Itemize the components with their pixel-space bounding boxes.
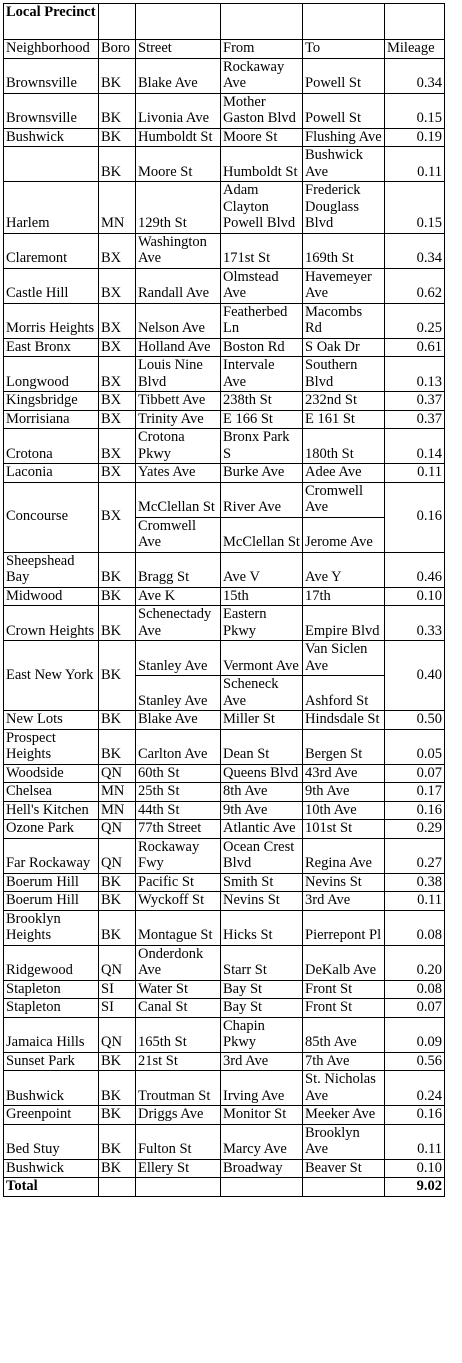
table-row (4, 429, 445, 464)
cell-neighborhood: Crotona (4, 429, 99, 464)
cell-neighborhood: Longwood (4, 357, 99, 392)
table-row (4, 711, 445, 730)
table-row (4, 729, 445, 764)
table-row (4, 1052, 445, 1071)
cell-from: Bronx Park S (221, 429, 303, 464)
header-boro: Boro (99, 40, 136, 59)
cell-from: Moore St (221, 128, 303, 147)
cell-from: Monitor St (221, 1106, 303, 1125)
cell-to: Nevins St (303, 873, 385, 892)
table-row (4, 641, 445, 676)
cell-from: Chapin Pkwy (221, 1017, 303, 1052)
cell-neighborhood: Morrisiana (4, 410, 99, 429)
header-neighborhood: Neighborhood (4, 40, 99, 59)
cell-neighborhood: Morris Heights (4, 303, 99, 338)
cell-street: Nelson Ave (136, 303, 221, 338)
cell-neighborhood: Hell's Kitchen (4, 801, 99, 820)
cell-to: 232nd St (303, 392, 385, 411)
empty-cell (221, 1178, 303, 1197)
cell-mileage: 0.37 (385, 392, 445, 411)
cell-boro: MN (99, 182, 136, 234)
cell-neighborhood: Woodside (4, 764, 99, 783)
cell-mileage: 0.09 (385, 1017, 445, 1052)
cell-street: Moore St (136, 147, 221, 182)
cell-boro: BK (99, 552, 136, 587)
cell-street: Stanley Ave (136, 641, 221, 676)
cell-to: Bergen St (303, 729, 385, 764)
cell-mileage: 0.25 (385, 303, 445, 338)
cell-boro: SI (99, 980, 136, 999)
cell-neighborhood: Crown Heights (4, 606, 99, 641)
cell-boro: BX (99, 268, 136, 303)
cell-to: Brooklyn Ave (303, 1124, 385, 1159)
header-from: From (221, 40, 303, 59)
cell-street: Water St (136, 980, 221, 999)
cell-mileage: 0.37 (385, 410, 445, 429)
cell-neighborhood: Castle Hill (4, 268, 99, 303)
cell-boro: MN (99, 801, 136, 820)
table-row (4, 980, 445, 999)
table-row (4, 764, 445, 783)
cell-from: Adam Clayton Powell Blvd (221, 182, 303, 234)
cell-boro: BX (99, 303, 136, 338)
cell-from: Scheneck Ave (221, 676, 303, 711)
cell-from: 238th St (221, 392, 303, 411)
cell-to: 85th Ave (303, 1017, 385, 1052)
table-row (4, 464, 445, 483)
precinct-street-table (3, 3, 445, 1197)
cell-mileage: 0.15 (385, 182, 445, 234)
total-label: Total (4, 1178, 99, 1197)
cell-from: Starr St (221, 945, 303, 980)
cell-from: 15th (221, 587, 303, 606)
cell-neighborhood: Bushwick (4, 1071, 99, 1106)
cell-neighborhood: Far Rockaway (4, 838, 99, 873)
cell-from: Ave V (221, 552, 303, 587)
cell-street: Troutman St (136, 1071, 221, 1106)
cell-boro: BK (99, 147, 136, 182)
cell-to: Empire Blvd (303, 606, 385, 641)
cell-mileage: 0.13 (385, 357, 445, 392)
cell-neighborhood: Chelsea (4, 783, 99, 802)
cell-mileage: 0.07 (385, 999, 445, 1018)
cell-street: Montague St (136, 910, 221, 945)
cell-mileage: 0.10 (385, 587, 445, 606)
cell-from: Vermont Ave (221, 641, 303, 676)
table-row (4, 552, 445, 587)
cell-street: Stanley Ave (136, 676, 221, 711)
cell-to: DeKalb Ave (303, 945, 385, 980)
cell-neighborhood: Concourse (4, 482, 99, 552)
cell-to: Ave Y (303, 552, 385, 587)
cell-neighborhood: Sheepshead Bay (4, 552, 99, 587)
cell-neighborhood: Kingsbridge (4, 392, 99, 411)
header-street: Street (136, 40, 221, 59)
cell-neighborhood: Sunset Park (4, 1052, 99, 1071)
cell-mileage: 0.34 (385, 58, 445, 93)
cell-mileage: 0.27 (385, 838, 445, 873)
table-row (4, 838, 445, 873)
cell-mileage: 0.08 (385, 980, 445, 999)
empty-cell (385, 4, 445, 40)
cell-street: Ave K (136, 587, 221, 606)
cell-boro: BK (99, 641, 136, 711)
cell-to: 9th Ave (303, 783, 385, 802)
table-row (4, 482, 445, 517)
empty-cell (136, 1178, 221, 1197)
cell-boro: BX (99, 482, 136, 552)
table-row (4, 1017, 445, 1052)
table-title: Local Precinct (4, 4, 99, 40)
cell-boro: QN (99, 764, 136, 783)
cell-boro: BK (99, 711, 136, 730)
cell-to: E 161 St (303, 410, 385, 429)
table-row (4, 1124, 445, 1159)
cell-to: Cromwell Ave (303, 482, 385, 517)
cell-boro: BK (99, 128, 136, 147)
cell-street: Ellery St (136, 1159, 221, 1178)
cell-neighborhood: Brownsville (4, 58, 99, 93)
cell-street: 77th Street (136, 820, 221, 839)
total-mileage: 9.02 (385, 1178, 445, 1197)
cell-to: 180th St (303, 429, 385, 464)
cell-to: 169th St (303, 233, 385, 268)
cell-to: Powell St (303, 58, 385, 93)
cell-neighborhood: Brooklyn Heights (4, 910, 99, 945)
cell-street: Tibbett Ave (136, 392, 221, 411)
cell-from: Olmstead Ave (221, 268, 303, 303)
cell-to: St. Nicholas Ave (303, 1071, 385, 1106)
cell-mileage: 0.46 (385, 552, 445, 587)
cell-mileage: 0.19 (385, 128, 445, 147)
cell-from: Irving Ave (221, 1071, 303, 1106)
table-row (4, 892, 445, 911)
cell-from: 3rd Ave (221, 1052, 303, 1071)
cell-neighborhood: Ozone Park (4, 820, 99, 839)
cell-to: 101st St (303, 820, 385, 839)
cell-neighborhood: Stapleton (4, 980, 99, 999)
cell-mileage: 0.62 (385, 268, 445, 303)
table-row (4, 338, 445, 357)
cell-to: Front St (303, 999, 385, 1018)
header-row (4, 40, 445, 59)
cell-neighborhood: New Lots (4, 711, 99, 730)
cell-to: Hindsdale St (303, 711, 385, 730)
cell-mileage: 0.10 (385, 1159, 445, 1178)
cell-to: Meeker Ave (303, 1106, 385, 1125)
precinct-table-container (3, 3, 445, 1197)
cell-mileage: 0.16 (385, 482, 445, 552)
header-to: To (303, 40, 385, 59)
cell-neighborhood: Midwood (4, 587, 99, 606)
cell-street: Schenectady Ave (136, 606, 221, 641)
cell-street: Holland Ave (136, 338, 221, 357)
cell-from: E 166 St (221, 410, 303, 429)
empty-cell (303, 4, 385, 40)
table-row (4, 587, 445, 606)
cell-boro: BK (99, 93, 136, 128)
table-row (4, 392, 445, 411)
cell-from: 8th Ave (221, 783, 303, 802)
cell-to: Ashford St (303, 676, 385, 711)
cell-street: 44th St (136, 801, 221, 820)
empty-cell (221, 4, 303, 40)
table-row (4, 233, 445, 268)
cell-neighborhood: Boerum Hill (4, 873, 99, 892)
cell-from: Bay St (221, 980, 303, 999)
cell-mileage: 0.38 (385, 873, 445, 892)
cell-mileage: 0.11 (385, 464, 445, 483)
cell-boro: QN (99, 820, 136, 839)
cell-from: Eastern Pkwy (221, 606, 303, 641)
table-row (4, 410, 445, 429)
cell-mileage: 0.61 (385, 338, 445, 357)
cell-street: Trinity Ave (136, 410, 221, 429)
header-mileage: Mileage (385, 40, 445, 59)
cell-mileage: 0.11 (385, 147, 445, 182)
cell-to: 7th Ave (303, 1052, 385, 1071)
cell-to: Flushing Ave (303, 128, 385, 147)
cell-from: Featherbed Ln (221, 303, 303, 338)
cell-street: Blake Ave (136, 711, 221, 730)
cell-mileage: 0.08 (385, 910, 445, 945)
cell-to: Jerome Ave (303, 517, 385, 552)
cell-mileage: 0.17 (385, 783, 445, 802)
cell-neighborhood (4, 147, 99, 182)
cell-from: McClellan St (221, 517, 303, 552)
cell-boro: BK (99, 1052, 136, 1071)
cell-boro: QN (99, 945, 136, 980)
cell-from: 9th Ave (221, 801, 303, 820)
cell-from: 171st St (221, 233, 303, 268)
cell-from: Burke Ave (221, 464, 303, 483)
cell-street: 165th St (136, 1017, 221, 1052)
cell-boro: BK (99, 1071, 136, 1106)
cell-street: Wyckoff St (136, 892, 221, 911)
cell-from: Intervale Ave (221, 357, 303, 392)
cell-mileage: 0.24 (385, 1071, 445, 1106)
table-row (4, 147, 445, 182)
table-row (4, 910, 445, 945)
cell-boro: BX (99, 429, 136, 464)
cell-to: Pierrepont Pl (303, 910, 385, 945)
cell-to: 43rd Ave (303, 764, 385, 783)
total-row (4, 1178, 445, 1197)
cell-to: Bushwick Ave (303, 147, 385, 182)
cell-boro: BK (99, 892, 136, 911)
cell-boro: BK (99, 1159, 136, 1178)
cell-neighborhood: Boerum Hill (4, 892, 99, 911)
cell-mileage: 0.15 (385, 93, 445, 128)
cell-mileage: 0.33 (385, 606, 445, 641)
cell-mileage: 0.07 (385, 764, 445, 783)
cell-to: Regina Ave (303, 838, 385, 873)
cell-to: Frederick Douglass Blvd (303, 182, 385, 234)
cell-mileage: 0.34 (385, 233, 445, 268)
cell-boro: QN (99, 1017, 136, 1052)
cell-neighborhood: Bed Stuy (4, 1124, 99, 1159)
cell-street: Driggs Ave (136, 1106, 221, 1125)
table-row (4, 820, 445, 839)
cell-to: Adee Ave (303, 464, 385, 483)
cell-neighborhood: East New York (4, 641, 99, 711)
cell-to: Havemeyer Ave (303, 268, 385, 303)
cell-to: Powell St (303, 93, 385, 128)
cell-from: Rockaway Ave (221, 58, 303, 93)
cell-from: Boston Rd (221, 338, 303, 357)
cell-street: 60th St (136, 764, 221, 783)
cell-from: Humboldt St (221, 147, 303, 182)
table-row (4, 606, 445, 641)
cell-street: Fulton St (136, 1124, 221, 1159)
cell-to: Southern Blvd (303, 357, 385, 392)
cell-street: Canal St (136, 999, 221, 1018)
cell-mileage: 0.11 (385, 1124, 445, 1159)
cell-boro: BK (99, 910, 136, 945)
cell-street: Blake Ave (136, 58, 221, 93)
cell-boro: BX (99, 392, 136, 411)
table-row (4, 128, 445, 147)
cell-from: Atlantic Ave (221, 820, 303, 839)
empty-cell (303, 1178, 385, 1197)
cell-street: Randall Ave (136, 268, 221, 303)
cell-street: Humboldt St (136, 128, 221, 147)
cell-boro: MN (99, 783, 136, 802)
cell-boro: BX (99, 357, 136, 392)
cell-street: Yates Ave (136, 464, 221, 483)
cell-street: 129th St (136, 182, 221, 234)
cell-neighborhood: Jamaica Hills (4, 1017, 99, 1052)
cell-boro: BK (99, 587, 136, 606)
table-row (4, 783, 445, 802)
cell-street: Cromwell Ave (136, 517, 221, 552)
cell-boro: SI (99, 999, 136, 1018)
cell-to: Macombs Rd (303, 303, 385, 338)
cell-boro: BK (99, 1106, 136, 1125)
cell-street: Rockaway Fwy (136, 838, 221, 873)
cell-mileage: 0.16 (385, 1106, 445, 1125)
cell-from: Smith St (221, 873, 303, 892)
cell-neighborhood: Prospect Heights (4, 729, 99, 764)
table-row (4, 1071, 445, 1106)
table-row (4, 945, 445, 980)
cell-from: Nevins St (221, 892, 303, 911)
table-row (4, 357, 445, 392)
cell-mileage: 0.40 (385, 641, 445, 711)
cell-from: Mother Gaston Blvd (221, 93, 303, 128)
cell-mileage: 0.50 (385, 711, 445, 730)
table-row (4, 801, 445, 820)
cell-from: Ocean Crest Blvd (221, 838, 303, 873)
cell-boro: BK (99, 606, 136, 641)
table-row (4, 999, 445, 1018)
cell-neighborhood: Claremont (4, 233, 99, 268)
empty-cell (99, 1178, 136, 1197)
cell-mileage: 0.11 (385, 892, 445, 911)
cell-street: Onderdonk Ave (136, 945, 221, 980)
cell-to: Van Siclen Ave (303, 641, 385, 676)
cell-street: Washington Ave (136, 233, 221, 268)
table-row (4, 303, 445, 338)
cell-street: Louis Nine Blvd (136, 357, 221, 392)
cell-from: Miller St (221, 711, 303, 730)
cell-boro: BX (99, 410, 136, 429)
table-row (4, 182, 445, 234)
cell-from: River Ave (221, 482, 303, 517)
cell-to: 3rd Ave (303, 892, 385, 911)
cell-street: Livonia Ave (136, 93, 221, 128)
cell-from: Hicks St (221, 910, 303, 945)
cell-boro: BK (99, 873, 136, 892)
cell-street: Bragg St (136, 552, 221, 587)
table-row (4, 1106, 445, 1125)
cell-neighborhood: Brownsville (4, 93, 99, 128)
cell-mileage: 0.14 (385, 429, 445, 464)
cell-mileage: 0.56 (385, 1052, 445, 1071)
title-row (4, 4, 445, 40)
cell-boro: BX (99, 233, 136, 268)
cell-street: 21st St (136, 1052, 221, 1071)
cell-to: 17th (303, 587, 385, 606)
cell-neighborhood: Harlem (4, 182, 99, 234)
cell-neighborhood: East Bronx (4, 338, 99, 357)
table-row (4, 873, 445, 892)
cell-from: Dean St (221, 729, 303, 764)
cell-boro: BK (99, 1124, 136, 1159)
cell-street: Pacific St (136, 873, 221, 892)
cell-mileage: 0.05 (385, 729, 445, 764)
table-row (4, 268, 445, 303)
cell-street: Carlton Ave (136, 729, 221, 764)
table-row (4, 1159, 445, 1178)
empty-cell (99, 4, 136, 40)
cell-to: Beaver St (303, 1159, 385, 1178)
cell-boro: QN (99, 838, 136, 873)
cell-to: 10th Ave (303, 801, 385, 820)
cell-to: Front St (303, 980, 385, 999)
cell-from: Marcy Ave (221, 1124, 303, 1159)
cell-to: S Oak Dr (303, 338, 385, 357)
cell-neighborhood: Greenpoint (4, 1106, 99, 1125)
cell-boro: BX (99, 338, 136, 357)
cell-mileage: 0.20 (385, 945, 445, 980)
cell-from: Broadway (221, 1159, 303, 1178)
cell-mileage: 0.16 (385, 801, 445, 820)
table-body (4, 4, 445, 1197)
cell-boro: BK (99, 729, 136, 764)
empty-cell (136, 4, 221, 40)
table-row (4, 58, 445, 93)
cell-neighborhood: Ridgewood (4, 945, 99, 980)
cell-neighborhood: Bushwick (4, 128, 99, 147)
cell-mileage: 0.29 (385, 820, 445, 839)
cell-boro: BX (99, 464, 136, 483)
cell-neighborhood: Stapleton (4, 999, 99, 1018)
table-row (4, 93, 445, 128)
cell-neighborhood: Laconia (4, 464, 99, 483)
cell-street: Crotona Pkwy (136, 429, 221, 464)
cell-from: Bay St (221, 999, 303, 1018)
cell-neighborhood: Bushwick (4, 1159, 99, 1178)
cell-from: Queens Blvd (221, 764, 303, 783)
cell-street: 25th St (136, 783, 221, 802)
cell-street: McClellan St (136, 482, 221, 517)
cell-boro: BK (99, 58, 136, 93)
